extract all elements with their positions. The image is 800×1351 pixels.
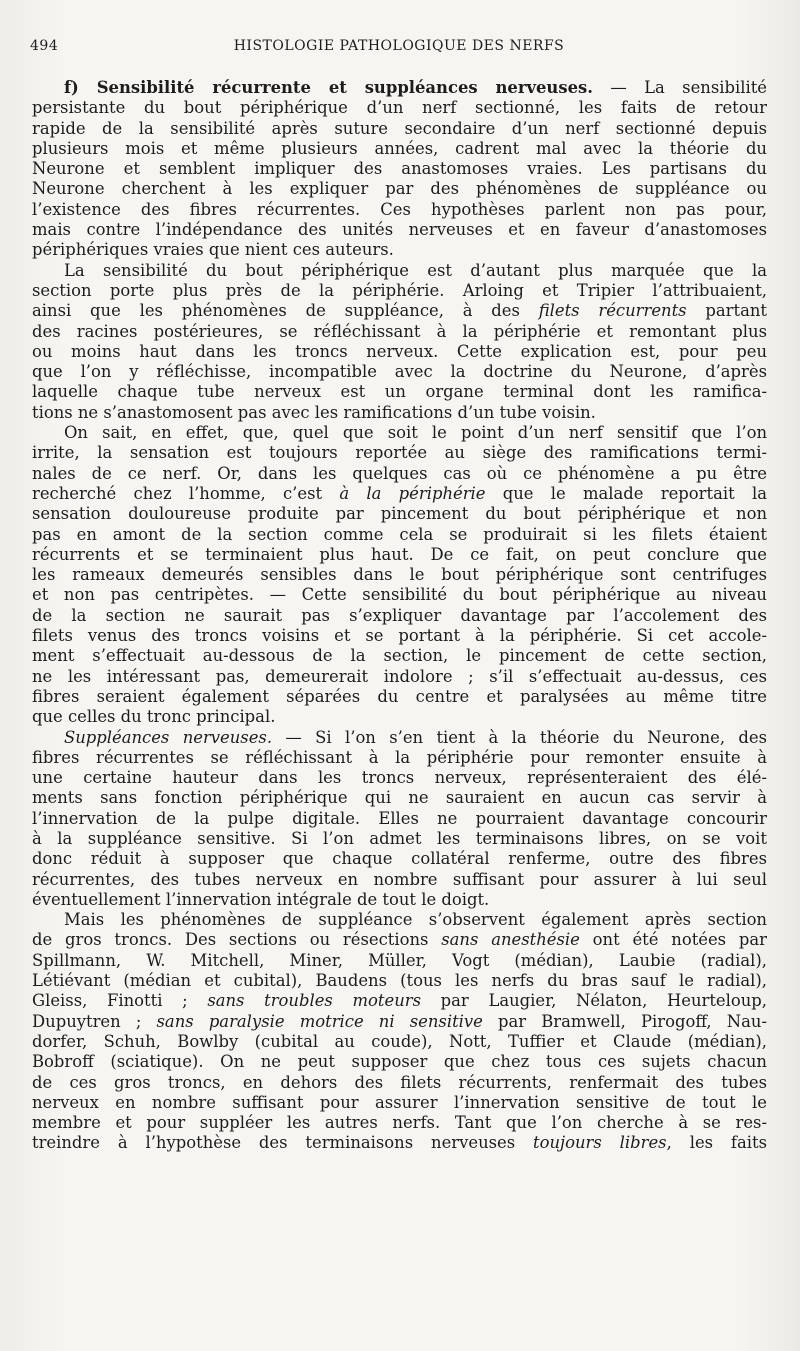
text-line: f) Sensibilité récurrente et suppléances nerveuses. — La sensibilité — [64, 78, 767, 97]
italic-term: sans paralysie motrice ni sensitive — [156, 1011, 483, 1031]
text-line: ainsi que les phénomènes de suppléance, à des filets récurrents partant — [32, 301, 767, 321]
text-line: des racines postérieures, se réfléchissant à la périphérie et remontant plus — [32, 321, 767, 341]
text-line: plusieurs mois et même plusieurs années, cadrent mal avec la théorie du — [32, 138, 767, 158]
text-line: membre et pour suppléer les autres nerfs. Tant que l’on cherche à se res- — [32, 1113, 767, 1133]
text-line: fibres seraient également séparées du centre et paralysées au même titre — [32, 686, 767, 706]
text-line: On sait, en effet, que, quel que soit le point d’un nerf sensitif que l’on — [64, 423, 767, 443]
text-line: recherché chez l’homme, c’est à la périphérie que le malade reportait la — [32, 483, 767, 503]
text-line: tions ne s’anastomosent pas avec les ramifications d’un tube voisin. — [32, 402, 596, 422]
text-line: Dupuytren ; sans paralysie motrice ni sensitive par Bramwell, Pirogoff, Nau- — [32, 1011, 767, 1031]
text-line: à la suppléance sensitive. Si l’on admet les terminaisons libres, on se voit — [32, 828, 767, 848]
text-line: nerveux en nombre suffisant pour assurer l’innervation sensitive de tout le — [32, 1092, 767, 1112]
text-line: éventuellement l’innervation intégrale de tout le doigt. — [32, 889, 490, 909]
page-number: 494 — [30, 38, 59, 54]
text-line: ou moins haut dans les troncs nerveux. Cette explication est, pour peu — [32, 341, 767, 361]
text-line: Neurone et semblent impliquer des anastomoses vraies. Les partisans du — [32, 159, 767, 179]
text-line: persistante du bout périphérique d’un nerf sectionné, les faits de retour — [32, 98, 767, 118]
text-line: l’innervation de la pulpe digitale. Elles ne pourraient davantage concourir — [32, 808, 767, 828]
text-line: ments sans fonction périphérique qui ne sauraient en aucun cas servir à — [32, 788, 767, 808]
text-line: Spillmann, W. Mitchell, Miner, Müller, Vogt (médian), Laubie (radial), — [32, 950, 767, 970]
text-line: de la section ne saurait pas s’expliquer davantage par l’accolement des — [32, 605, 767, 625]
section-heading: f) Sensibilité récurrente et suppléances nerveuses. — [64, 78, 593, 97]
text-line: mais contre l’indépendance des unités nerveuses et en faveur d’anastomoses — [32, 220, 767, 240]
text-line: de ces gros troncs, en dehors des filets récurrents, renfermait des tubes — [32, 1072, 767, 1092]
subsection-heading: Suppléances nerveuses. — [64, 727, 273, 747]
text-line: section porte plus près de la périphérie. Arloing et Tripier l’attribuaient, — [32, 280, 767, 300]
text-line: les rameaux demeurés sensibles dans le bout périphérique sont centrifuges — [32, 565, 767, 585]
italic-term: sans anesthésie — [441, 930, 580, 950]
body-text — [32, 78, 767, 1154]
text-line: dorfer, Schuh, Bowlby (cubital au coude), Nott, Tuffier et Claude (médian), — [32, 1031, 767, 1051]
text-line: et non pas centripètes. — Cette sensibilité du bout périphérique au niveau — [32, 585, 767, 605]
text-line: Suppléances nerveuses. — Si l’on s’en tient à la théorie du Neurone, des — [64, 727, 767, 747]
text-line: ne les intéressant pas, demeurerait indolore ; s’il s’effectuait au-dessus, ces — [32, 666, 767, 686]
text-line: laquelle chaque tube nerveux est un organe terminal dont les ramifica- — [32, 382, 767, 402]
italic-term: filets récurrents — [538, 301, 687, 321]
text-line: périphériques vraies que nient ces auteurs. — [32, 240, 394, 260]
text-line: Létiévant (médian et cubital), Baudens (tous les nerfs du bras sauf le radial), — [32, 971, 767, 991]
text-line: ment s’effectuait au-dessous de la section, le pincement de cette section, — [32, 646, 767, 666]
text-line: une certaine hauteur dans les troncs nerveux, représenteraient des élé- — [32, 768, 767, 788]
text-line: que celles du tronc principal. — [32, 707, 276, 727]
text-line: Neurone cherchent à les expliquer par des phénomènes de suppléance ou — [32, 179, 767, 199]
text-line: treindre à l’hypothèse des terminaisons nerveuses toujours libres, les faits — [32, 1133, 767, 1153]
italic-term: toujours libres — [533, 1133, 667, 1153]
text-line: rapide de la sensibilité après suture secondaire d’un nerf sectionné depuis — [32, 118, 767, 138]
text-line: La sensibilité du bout périphérique est d’autant plus marquée que la — [64, 260, 767, 280]
text-line: l’existence des fibres récurrentes. Ces hypothèses parlent non pas pour, — [32, 199, 767, 219]
text-line: Gleiss, Finotti ; sans troubles moteurs par Laugier, Nélaton, Heurteloup, — [32, 991, 767, 1011]
text-line: filets venus des troncs voisins et se portant à la périphérie. Si cet accole- — [32, 626, 767, 646]
text-line: nales de ce nerf. Or, dans les quelques cas où ce phénomène a pu être — [32, 463, 767, 483]
italic-term: à la périphérie — [339, 483, 486, 503]
text-line: récurrentes, des tubes nerveux en nombre suffisant pour assurer à lui seul — [32, 869, 767, 889]
text-line: récurrents et se terminaient plus haut. De ce fait, on peut conclure que — [32, 544, 767, 564]
text-line: donc réduit à supposer que chaque collatéral renferme, outre des fibres — [32, 849, 767, 869]
text-line: sensation douloureuse produite par pincement du bout périphérique et non — [32, 504, 767, 524]
text-line: irrite, la sensation est toujours reportée au siège des ramifications termi- — [32, 443, 767, 463]
text-line: pas en amont de la section comme cela se produirait si les filets étaient — [32, 524, 767, 544]
running-head: HISTOLOGIE PATHOLOGIQUE DES NERFS — [233, 38, 565, 54]
text-line: fibres récurrentes se réfléchissant à la périphérie pour remonter ensuite à — [32, 747, 767, 767]
italic-term: sans troubles moteurs — [207, 991, 421, 1011]
page-header — [30, 38, 768, 62]
text-line: de gros troncs. Des sections ou résections sans anesthésie ont été notées par — [32, 930, 767, 950]
text-line: que l’on y réfléchisse, incompatible avec la doctrine du Neurone, d’après — [32, 362, 767, 382]
text-line: Mais les phénomènes de suppléance s’observent également après section — [64, 910, 767, 930]
text-line: Bobroff (sciatique). On ne peut supposer que chez tous ces sujets chacun — [32, 1052, 767, 1072]
